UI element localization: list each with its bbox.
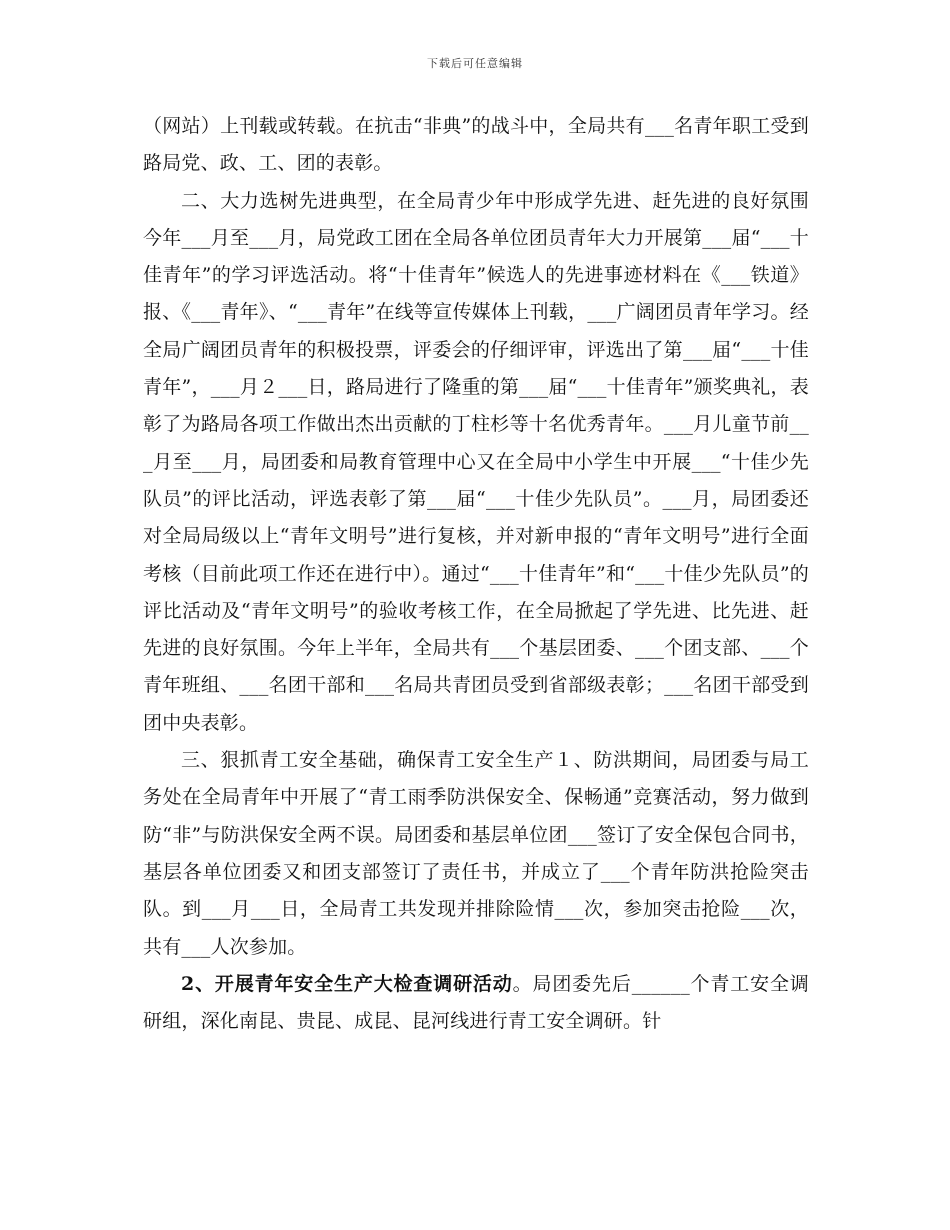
document-body (143, 108, 809, 1040)
paragraph-section-three: 三、狠抓青工安全基础，确保青工安全生产１、防洪期间，局团委与局工务处在全局青年中开展了“青工雨季防洪保安全、保畅通”竞赛活动，努力做到防“非”与防洪保安全两不误。局团委和基层单位团___签订了安全保包合同书，基层各单位团委又和团支部签订了责任书，并成立了___个青年防洪抢险突击队。到___月___日，全局青工共发现并排除险情___次，参加突击抢险___次，共有___人次参加。 (143, 749, 809, 958)
page-header: 下载后可任意编辑 (427, 57, 523, 70)
paragraph-lead-heading: 2、开展青年安全生产大检查调研活动 (181, 972, 513, 995)
paragraph-continuation: （网站）上刊载或转载。在抗击“非典”的战斗中，全局共有___名青年职工受到路局党、政、工、团的表彰。 (143, 115, 809, 175)
paragraph-safety-inspection (143, 966, 809, 1041)
paragraph-body-text: 。局团委先后______个青工安全调研组，深化南昆、贵昆、成昆、昆河线进行青工安全调研。针 (143, 972, 809, 1033)
paragraph-section-two: 二、大力选树先进典型，在全局青少年中形成学先进、赶先进的良好氛围今年___月至___月，局党政工团在全局各单位团员青年大力开展第___届“___十佳青年”的学习评选活动。将“十佳青年”候选人的先进事迹材料在《___铁道》报、《___青年》、“___青年”在线等宣传媒体上刊载，___广阔团员青年学习。经全局广阔团员青年的积极投票，评委会的仔细评审，评选出了第___届“___十佳青年”，___月２___日，路局进行了隆重的第___届“___十佳青年”颁奖典礼，表彰了为路局各项工作做出杰出贡献的丁柱杉等十名优秀青年。___月儿童节前___月至___月，局团委和局教育管理中心又在全局中小学生中开展___“十佳少先队员”的评比活动，评选表彰了第___届“___十佳少先队员”。___月，局团委还对全局局级以上“青年文明号”进行复核，并对新申报的“青年文明号”进行全面考核（目前此项工作还在进行中）。通过“___十佳青年”和“___十佳少先队员”的评比活动及“青年文明号”的验收考核工作，在全局掀起了学先进、比先进、赶先进的良好氛围。今年上半年，全局共有___个基层团委、___个团支部、___个青年班组、___名团干部和___名局共青团员受到省部级表彰；___名团干部受到团中央表彰。 (143, 189, 809, 734)
